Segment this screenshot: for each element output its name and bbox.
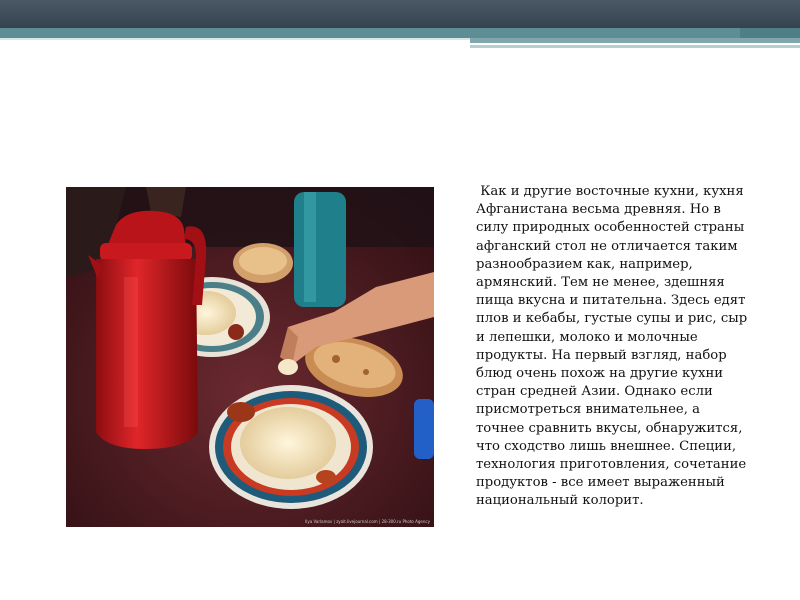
header-teal-stripe [0, 28, 800, 38]
header-accent-bar [470, 38, 800, 43]
header-teal-accent [740, 28, 800, 38]
slide-body-text: Как и другие восточные кухни, кухня Афганистана весьма древняя. Но в силу природных особенностей страны афганский стол не отличается таким разнообразием как, например, армянский. Тем не менее, здешняя пища вкусна и питательна. Здесь едят плов и кебабы, густые супы и рис, сыр и лепешки, молоко и молочные продукты. На первый взгляд, набор блюд очень похож на другие кухни стран средней Азии. Однако если присмотреться внимательнее, а точнее сравнить вкусы, обнаружится, что сходство лишь внешнее. Специи, технология приготовления, сочетание продуктов - все имеет выраженный национальный колорит. [476, 184, 748, 509]
header-band [0, 0, 800, 28]
header-accent-thin-bar [470, 45, 800, 48]
food-photo [66, 187, 434, 527]
header-divider-line [0, 38, 470, 40]
photo-credit: Ilya Varlamov | zyalt.livejournal.com | 28-300.ru Photo Agency [305, 519, 430, 524]
